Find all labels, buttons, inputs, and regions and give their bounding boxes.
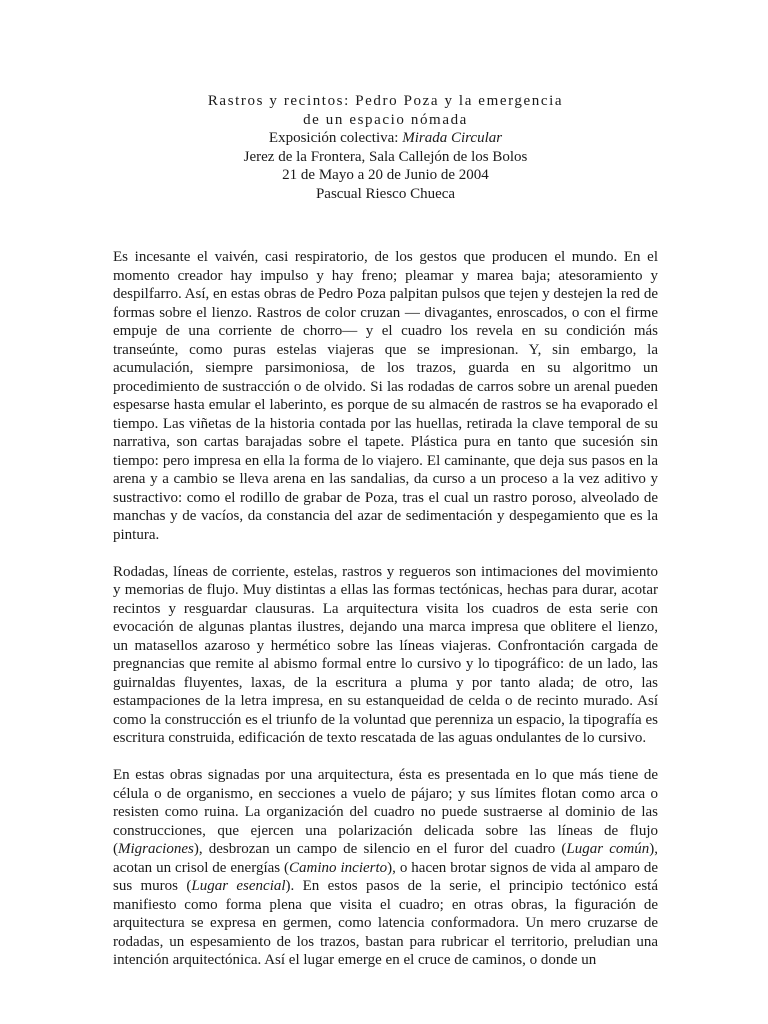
document-title-line-2: de un espacio nómada: [303, 111, 468, 128]
venue-line: Jerez de la Frontera, Sala Callejón de los Bolos: [243, 148, 528, 165]
dates-line: 21 de Mayo a 20 de Junio de 2004: [282, 167, 489, 183]
paragraph-2: Rodadas, líneas de corriente, estelas, rastros y regueros son intimaciones del movimiento y memorias de flujo. Muy distintas a ellas las formas tectónicas, hechas para durar, acotar recintos y resguardar clausuras. La arquitectura visita los cuadros de esta serie con evocación de algunas plantas ilustres, dejando una marca impresa que oblitere el lienzo, un matasellos azaroso y hermético sobre las líneas viajeras. Confrontación cargada de pregnancias que remite al abismo formal entre lo cursivo y lo tipográfico: de un lado, las guirnaldas fluyentes, laxas, de la escritura a pluma y por tanto alada; de otro, las estampaciones de la letra impresa, en su estanqueidad de celda o de recinto murado. Así como la construcción es el triunfo de la voluntad que perenniza un espacio, la tipografía es escritura construida, edificación de texto rescatada de las aguas ondulantes de lo cursivo.: [113, 563, 658, 746]
exhibition-prefix: Exposición colectiva:: [268, 130, 403, 146]
work-title-camino-incierto: Camino incierto: [289, 859, 388, 876]
paragraph-3-text-c: ), acotan un crisol de energías (: [113, 841, 659, 876]
document-title-line-1: Rastros y recintos: Pedro Poza y la emergencia: [207, 93, 564, 109]
paragraph-1: Es incesante el vaivén, casi respiratorio, de los gestos que producen el mundo. En el momento creador hay impulso y hay freno; pleamar y marea baja; atesoramiento y despilfarro. Así, en estas obras de Pedro Poza palpitan pulsos que tejen y destejen la red de formas sobre el lienzo. Rastros de color cruzan — divagantes, enroscados, o con el firme empuje de una corriente de chorro— y el cuadro los revela en su condición más transeúnte, como puras estelas viajeras que se impresionan. Y, sin embargo, la acumulación, siempre parsimoniosa, de los trazos, guarda en su algoritmo un procedimiento de sustracción o de olvido. Si las rodadas de carros sobre un arenal pueden espesarse hasta emular el laberinto, es porque de su almacén de rastros se ha evaporado el tiempo. Las viñetas de la historia contada por las huellas, retirada la clave temporal de su narrativa, son cartas barajadas sobre el tapete. Plástica pura en tanto que sucesión sin tiempo: pero impresa en ella la forma de lo viajero. El caminante, que deja sus pasos en la arena y a cambio se lleva arena en las sandalias, da curso a un proceso a la vez aditivo y sustractivo: como el rodillo de grabar de Poza, tras el cual un rastro poroso, alveolado de manchas y de vacíos, da constancia del azar de sedimentación y despegamiento que es la pintura.: [113, 249, 658, 543]
exhibition-line: [113, 129, 658, 148]
paragraph-3-text-e: ). En estos pasos de la serie, el principio tectónico está manifiesto como forma plena que visita el cuadro; en otras obras, la figuración de arquitectura se expresa en germen, como latencia conformadora. Un mero cruzarse de rodadas, un espesamiento de los trazos, bastan para rubricar el territorio, preludian una intención arquitectónica. Así el lugar emerge en el cruce de caminos, o donde un: [113, 878, 658, 968]
paragraph-3-text-b: ), desbrozan un campo de silencio en el furor del cuadro (: [193, 841, 567, 857]
document-header: [113, 92, 658, 203]
paragraph-3-text-a: En estas obras signadas por una arquitectura, ésta es presentada en lo que más tiene de célula o de organismo, en secciones a vuelo de pájaro; y sus límites flotan como arca o resisten como ruina. La organización del cuadro no puede sustraerse al dominio de las construcciones, que ejercen una polarización delicada sobre las líneas de flujo (: [113, 767, 658, 857]
work-title-lugar-esencial: Lugar esencial: [191, 878, 286, 894]
exhibition-name: Mirada Circular: [402, 130, 503, 146]
document-body: [113, 248, 658, 970]
work-title-lugar-comun: Lugar común: [566, 841, 650, 857]
author-line: Pascual Riesco Chueca: [315, 185, 456, 202]
paragraph-3-text-d: ), o hacen brotar signos de vida al amparo de sus muros (: [113, 859, 658, 894]
paragraph-3: [113, 766, 658, 970]
work-title-migraciones: Migraciones: [118, 841, 194, 857]
document-page: [113, 92, 658, 970]
